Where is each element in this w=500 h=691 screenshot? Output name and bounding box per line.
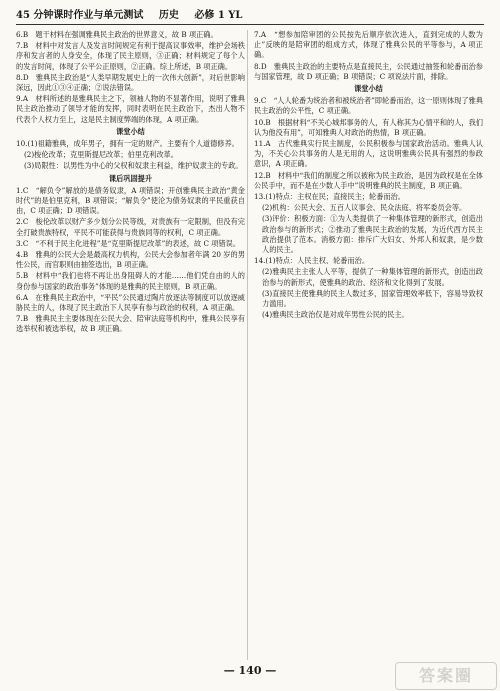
subject-label: 历史	[158, 10, 179, 21]
answer-paragraph: 3.C “不利于民主化进程”是“克里斯提尼改革”的表述，故 C 项错误。	[16, 238, 241, 248]
answer-paragraph: 1.C “解负令”解放的是债务奴隶，A 项错误；开创雅典民主政治“黄金时代”的是伯里克利，B 项错误；“解负令”使沦为债务奴隶的平民重获自由，C 项正确；D 项错误。	[16, 185, 245, 216]
answer-paragraph: (3)评价：积极方面：①为人类提供了一种集体管理的新形式，创造出政治参与的新形式；②推动了雅典民主政治的发展，为近代西方民主政治提供了范本。消极方面：排斥广大妇女、外邦人和奴隶，是少数人的民主。	[262, 214, 483, 255]
answer-paragraph: 11.A 古代雅典实行民主制度，公民积极参与国家政治活动。雅典人认为，不关心公共事务的人是无用的人，这说明雅典公民具有强烈的参政意识，A 项正确。	[254, 139, 483, 169]
book-title: 45 分钟课时作业与单元测试	[16, 10, 144, 21]
section-heading: 课堂小结	[354, 84, 383, 94]
answer-paragraph: 2.C 梭伦改革以财产多少划分公民等级，对贵族有一定限制，但没有完全打破贵族特权，平民不可能获得与贵族同等的权利，C 项正确。	[16, 217, 245, 237]
answer-paragraph: (2)雅典民主主张人人平等，提供了一种集体管理的新形式，创造出政治参与的新形式，使雅典的政治、经济和文化得到了发展。	[262, 267, 483, 287]
right-column	[254, 30, 483, 660]
answer-paragraph: 13.(1)特点：主权在民；直接民主；轮番而治。	[254, 192, 405, 202]
answer-paragraph: 8.D 雅典民主政治是“人类早期发展史上的一次伟大创新”，对后世影响深远，因此①③④正确；②说法错误。	[16, 72, 245, 93]
answer-paragraph: (3)局限性：以男性为中心的父权和奴隶主利益，维护奴隶主的专政。	[24, 161, 243, 171]
answer-paragraph: 5.B 材料中“我们也将不再让出身阻碍人的才能……他们凭自由的人的身份参与国家的政治事务”体现的是雅典的民主原则，B 项正确。	[16, 271, 245, 291]
answer-paragraph: 7.B 雅典民主主要体现在公民大会、陪审法庭等机构中，雅典公民享有选举权和被选举权，故 B 项正确。	[16, 314, 245, 334]
answer-paragraph: 7.B 材料中对发言人及发言时间规定有利于提高议事效率，维护会场秩序和发言者的人身安全，体现了民主原则，③正确；材料规定了每个人的发言时间，体现了公平公正原则，②正确。综上所述，B 项正确。	[16, 41, 245, 71]
answer-paragraph: 6.A 在雅典民主政治中，“平民”公民通过陶片放逐法等制度可以放逐威胁民主的人，体现了民主政治下人民享有参与政治的权利，A 项正确。	[16, 292, 245, 313]
answer-paragraph: 4.B 雅典的公民大会是最高权力机构，公民大会参加者年满 20 岁的男性公民，而官职则由抽签选出，B 项正确。	[16, 250, 245, 270]
section-heading: 课堂小结	[116, 126, 145, 136]
answer-paragraph: (2)梭伦改革；克里斯提尼改革；伯里克利改革。	[24, 150, 178, 160]
left-column	[16, 30, 245, 660]
answer-paragraph: 7.A “想参加陪审团的公民按先后顺序依次进入，直到完成的人数为止”反映的是陪审团的组成方式，体现了雅典公民的平等参与，A 项正确。	[254, 30, 483, 60]
answer-paragraph: (2)机构：公民大会、五百人议事会、民众法庭、将军委员会等。	[262, 203, 467, 213]
answer-paragraph: 9.A 材料所述的是雅典民主之下，领袖人物的不显著作用，说明了雅典民主政治推动了领导才能的发挥，同时表明在民主政治下，杰出人物不代表个人权力至上，这是民主制度弊端的体现，A 项正确。	[16, 94, 245, 124]
answer-paragraph: 10.B 根据材料“不关心城邦事务的人，有人称其为心情平和的人，我们认为他没有用”，可知雅典人对政治的热情，B 项正确。	[254, 117, 483, 137]
answer-paragraph: 9.C “人人轮番为统治者和被统治者”即轮番而治，这一原则体现了雅典民主政治的公平性，C 项正确。	[254, 96, 483, 116]
answer-paragraph: 10.(1)祖籍雅典，成年男子，拥有一定的财产。主要有个人道德修养。	[16, 139, 239, 149]
answer-paragraph: (3)直接民主使雅典的民主人数过多，国家管理效率低下，容易导致权力滥用。	[262, 288, 483, 309]
answer-paragraph: 14.(1)特点：人民主权、轮番而治。	[254, 256, 370, 266]
page-header	[16, 8, 484, 25]
answer-paragraph: 12.B 材料中“我们的制度之所以被称为民主政治，是因为政权是在全体公民手中，而不是在少数人手中”说明雅典的民主制度，B 项正确。	[254, 170, 483, 190]
section-heading: 课后巩固提升	[108, 173, 153, 183]
edition-label: 必修 1 YL	[194, 10, 243, 21]
answer-paragraph: 8.D 雅典民主政治的主要特点是直接民主，公民通过抽签和轮番而治参与国家管理，故 D 项正确；B 项错误；C 项说法片面，排除。	[254, 61, 483, 81]
column-divider	[247, 30, 248, 660]
answer-paragraph: (4)雅典民主政治仅是对成年男性公民的民主。	[262, 310, 409, 320]
page-number: — 140 —	[223, 664, 277, 677]
watermark-logo: 答案圈	[395, 662, 497, 690]
answer-paragraph: 6.B 题干材料在强调雅典民主政治的世界意义，故 B 项正确。	[16, 30, 218, 39]
